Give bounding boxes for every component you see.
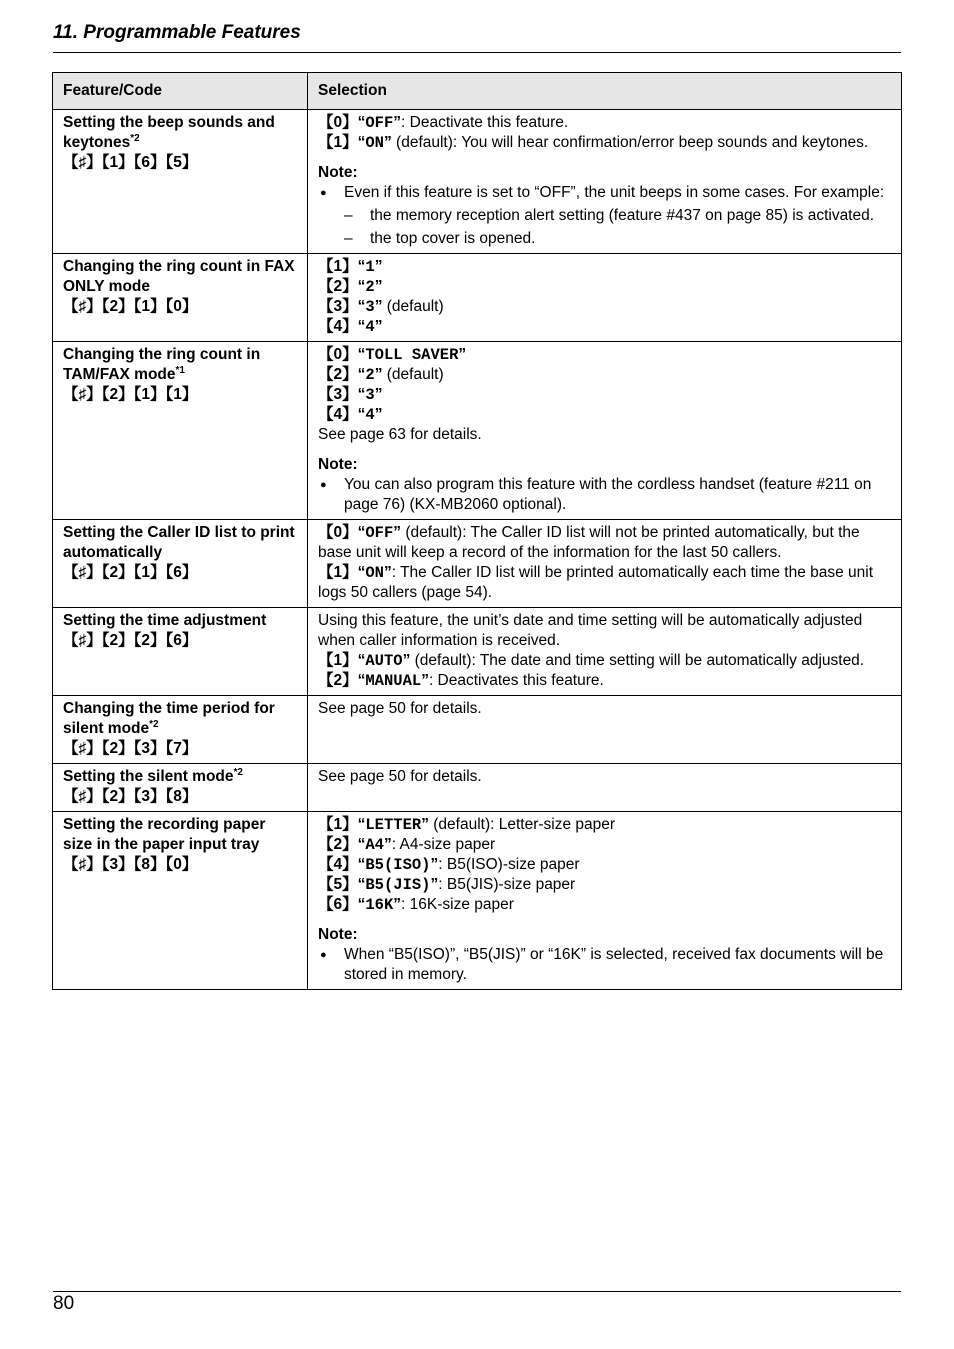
option-description: : 16K-size paper bbox=[401, 896, 514, 913]
option-line bbox=[318, 317, 891, 337]
selection-cell bbox=[308, 696, 902, 764]
option-line bbox=[318, 651, 891, 671]
footer-divider bbox=[53, 1291, 901, 1292]
footnote-marker: *2 bbox=[130, 132, 140, 144]
dash-icon: – bbox=[344, 207, 353, 224]
feature-name: Changing the ring count in FAX ONLY mode bbox=[63, 258, 295, 295]
open-quote: “ bbox=[357, 836, 366, 853]
option-key: 【0】 bbox=[318, 346, 358, 363]
selection-cell bbox=[308, 254, 902, 342]
option-description: : B5(JIS)-size paper bbox=[438, 876, 576, 893]
dash-icon: – bbox=[344, 230, 353, 247]
option-line bbox=[318, 257, 891, 277]
close-quote: ” bbox=[383, 564, 392, 581]
open-quote: “ bbox=[357, 366, 366, 383]
open-quote: “ bbox=[357, 346, 366, 363]
option-key: 【3】 bbox=[318, 386, 358, 403]
feature-cell bbox=[53, 764, 308, 812]
option-value: B5(ISO) bbox=[365, 856, 431, 874]
option-line bbox=[318, 835, 891, 855]
option-value: 16K bbox=[365, 896, 394, 914]
note-sub-item bbox=[318, 206, 891, 226]
note-sub-text: the memory reception alert setting (feature #437 on page 85) is activated. bbox=[370, 207, 875, 224]
open-quote: “ bbox=[357, 258, 366, 275]
close-quote: ” bbox=[374, 278, 383, 295]
option-key: 【2】 bbox=[318, 836, 358, 853]
open-quote: “ bbox=[357, 524, 366, 541]
open-quote: “ bbox=[357, 896, 366, 913]
close-quote: ” bbox=[421, 816, 429, 833]
option-key: 【1】 bbox=[318, 134, 358, 151]
option-value: 2 bbox=[365, 278, 375, 296]
selection-cell bbox=[308, 342, 902, 520]
close-quote: ” bbox=[393, 896, 402, 913]
feature-code: 【♯】【2】【3】【7】 bbox=[63, 740, 198, 757]
close-quote: ” bbox=[374, 386, 383, 403]
note-bullet-text: You can also program this feature with the cordless handset (feature #211 on page 76) (KX-MB2060 optional). bbox=[344, 476, 872, 513]
option-value: 3 bbox=[365, 386, 375, 404]
option-description: : Deactivates this feature. bbox=[428, 672, 604, 689]
close-quote: ” bbox=[430, 856, 439, 873]
close-quote: ” bbox=[383, 836, 392, 853]
feature-name: Setting the recording paper size in the paper input tray bbox=[63, 816, 266, 853]
close-quote: ” bbox=[458, 346, 467, 363]
footnote-marker: *2 bbox=[233, 766, 243, 778]
close-quote: ” bbox=[374, 406, 383, 423]
table-row bbox=[53, 520, 902, 608]
table-row bbox=[53, 608, 902, 696]
close-quote: ” bbox=[374, 258, 383, 275]
feature-cell bbox=[53, 520, 308, 608]
option-description: : B5(ISO)-size paper bbox=[438, 856, 580, 873]
option-description: (default): Letter-size paper bbox=[428, 816, 616, 833]
close-quote: ” bbox=[374, 298, 383, 315]
note-heading: Note: bbox=[318, 456, 358, 473]
feature-code: 【♯】【2】【1】【0】 bbox=[63, 298, 198, 315]
page-number: 80 bbox=[53, 1293, 75, 1314]
feature-cell bbox=[53, 110, 308, 254]
table-header-row bbox=[53, 73, 902, 110]
option-value: A4 bbox=[365, 836, 384, 854]
option-line bbox=[318, 365, 891, 385]
feature-code: 【♯】【1】【6】【5】 bbox=[63, 154, 198, 171]
table-row bbox=[53, 696, 902, 764]
bullet-icon: ● bbox=[320, 949, 327, 961]
option-value: LETTER bbox=[365, 816, 422, 834]
option-line bbox=[318, 895, 891, 915]
option-description: (default): The Caller ID list will not be printed automatically, but the base unit will keep a record of the information for the last 50 callers. bbox=[318, 524, 860, 561]
note-bullet-item bbox=[318, 945, 891, 985]
intro-text: Using this feature, the unit’s date and time setting will be automatically adjusted when caller information is received. bbox=[318, 612, 863, 649]
bullet-icon: ● bbox=[320, 187, 327, 199]
open-quote: “ bbox=[357, 298, 366, 315]
option-description: (default): You will hear confirmation/error beep sounds and keytones. bbox=[391, 134, 869, 151]
option-description: (default) bbox=[382, 366, 444, 383]
feature-code: 【♯】【3】【8】【0】 bbox=[63, 856, 198, 873]
table-row bbox=[53, 812, 902, 990]
note-heading: Note: bbox=[318, 926, 358, 943]
option-key: 【1】 bbox=[318, 258, 358, 275]
option-value: 2 bbox=[365, 366, 375, 384]
feature-name: Setting the silent mode bbox=[63, 768, 234, 785]
option-value: TOLL SAVER bbox=[365, 346, 459, 364]
option-line bbox=[318, 133, 891, 153]
option-description: : Deactivate this feature. bbox=[401, 114, 569, 131]
see-page-text: See page 50 for details. bbox=[318, 768, 482, 785]
open-quote: “ bbox=[357, 652, 366, 669]
note-bullet-item bbox=[318, 475, 891, 515]
option-key: 【2】 bbox=[318, 278, 358, 295]
option-value: MANUAL bbox=[365, 672, 422, 690]
option-description: (default): The date and time setting will be automatically adjusted. bbox=[410, 652, 865, 669]
option-key: 【0】 bbox=[318, 114, 358, 131]
feature-name: Setting the Caller ID list to print automatically bbox=[63, 524, 295, 561]
close-quote: ” bbox=[393, 524, 402, 541]
option-line bbox=[318, 345, 891, 365]
option-line bbox=[318, 671, 891, 691]
selection-cell bbox=[308, 764, 902, 812]
note-bullet-text: Even if this feature is set to “OFF”, the unit beeps in some cases. For example: bbox=[344, 184, 885, 201]
see-page-text: See page 63 for details. bbox=[318, 426, 482, 443]
open-quote: “ bbox=[357, 318, 366, 335]
feature-cell bbox=[53, 608, 308, 696]
option-key: 【4】 bbox=[318, 318, 358, 335]
selection-cell bbox=[308, 608, 902, 696]
feature-table bbox=[52, 72, 902, 990]
selection-cell bbox=[308, 110, 902, 254]
close-quote: ” bbox=[383, 134, 392, 151]
note-sub-text: the top cover is opened. bbox=[370, 230, 536, 247]
open-quote: “ bbox=[357, 386, 366, 403]
option-line bbox=[318, 855, 891, 875]
close-quote: ” bbox=[421, 672, 429, 689]
feature-name: Changing the ring count in TAM/FAX mode bbox=[63, 346, 261, 383]
option-value: OFF bbox=[365, 524, 394, 542]
open-quote: “ bbox=[357, 564, 366, 581]
footnote-marker: *2 bbox=[149, 718, 159, 730]
open-quote: “ bbox=[357, 278, 366, 295]
feature-cell bbox=[53, 812, 308, 990]
option-line bbox=[318, 563, 891, 603]
feature-code: 【♯】【2】【1】【1】 bbox=[63, 386, 198, 403]
option-key: 【4】 bbox=[318, 856, 358, 873]
table-row bbox=[53, 254, 902, 342]
footnote-marker: *1 bbox=[175, 364, 185, 376]
option-description: : The Caller ID list will be printed automatically each time the base unit logs 50 callers (page 54). bbox=[318, 564, 874, 601]
option-key: 【1】 bbox=[318, 816, 358, 833]
table-body bbox=[53, 110, 902, 990]
close-quote: ” bbox=[430, 876, 439, 893]
option-value: 3 bbox=[365, 298, 375, 316]
close-quote: ” bbox=[402, 652, 411, 669]
close-quote: ” bbox=[374, 366, 383, 383]
option-key: 【1】 bbox=[318, 652, 358, 669]
option-key: 【5】 bbox=[318, 876, 358, 893]
feature-code: 【♯】【2】【2】【6】 bbox=[63, 632, 198, 649]
open-quote: “ bbox=[357, 406, 366, 423]
option-description: (default) bbox=[382, 298, 444, 315]
close-quote: ” bbox=[374, 318, 383, 335]
note-bullet-text: When “B5(ISO)”, “B5(JIS)” or “16K” is selected, received fax documents will be stored in memory. bbox=[344, 946, 884, 983]
open-quote: “ bbox=[357, 134, 366, 151]
option-key: 【4】 bbox=[318, 406, 358, 423]
table-row bbox=[53, 110, 902, 254]
feature-code: 【♯】【2】【3】【8】 bbox=[63, 788, 198, 805]
note-heading: Note: bbox=[318, 164, 358, 181]
note-bullet-item bbox=[318, 183, 891, 203]
option-value: 1 bbox=[365, 258, 375, 276]
option-line bbox=[318, 405, 891, 425]
feature-name: Changing the time period for silent mode bbox=[63, 700, 275, 737]
option-key: 【3】 bbox=[318, 298, 358, 315]
option-key: 【0】 bbox=[318, 524, 358, 541]
option-key: 【1】 bbox=[318, 564, 358, 581]
selection-cell bbox=[308, 812, 902, 990]
bullet-icon: ● bbox=[320, 479, 327, 491]
option-line bbox=[318, 297, 891, 317]
open-quote: “ bbox=[357, 672, 366, 689]
open-quote: “ bbox=[357, 816, 366, 833]
close-quote: ” bbox=[393, 114, 402, 131]
feature-cell bbox=[53, 342, 308, 520]
column-header-feature: Feature/Code bbox=[53, 73, 308, 110]
feature-cell bbox=[53, 696, 308, 764]
option-key: 【2】 bbox=[318, 366, 358, 383]
feature-name: Setting the beep sounds and keytones bbox=[63, 114, 275, 151]
feature-cell bbox=[53, 254, 308, 342]
table-row bbox=[53, 764, 902, 812]
option-key: 【6】 bbox=[318, 896, 358, 913]
open-quote: “ bbox=[357, 876, 366, 893]
open-quote: “ bbox=[357, 114, 366, 131]
option-description: : A4-size paper bbox=[391, 836, 496, 853]
option-line bbox=[318, 815, 891, 835]
option-value: OFF bbox=[365, 114, 394, 132]
option-value: 4 bbox=[365, 406, 375, 424]
option-value: 4 bbox=[365, 318, 375, 336]
option-line bbox=[318, 875, 891, 895]
option-value: ON bbox=[365, 134, 384, 152]
table-row bbox=[53, 342, 902, 520]
section-title: 11. Programmable Features bbox=[53, 22, 301, 43]
selection-cell bbox=[308, 520, 902, 608]
feature-name: Setting the time adjustment bbox=[63, 612, 267, 629]
option-value: B5(JIS) bbox=[365, 876, 431, 894]
open-quote: “ bbox=[357, 856, 366, 873]
option-value: ON bbox=[365, 564, 384, 582]
note-sub-item bbox=[318, 229, 891, 249]
option-line bbox=[318, 385, 891, 405]
column-header-selection: Selection bbox=[308, 73, 902, 110]
see-page-text: See page 50 for details. bbox=[318, 700, 482, 717]
option-line bbox=[318, 523, 891, 563]
option-line bbox=[318, 277, 891, 297]
option-line bbox=[318, 113, 891, 133]
option-key: 【2】 bbox=[318, 672, 358, 689]
header-divider bbox=[53, 52, 901, 53]
feature-code: 【♯】【2】【1】【6】 bbox=[63, 564, 198, 581]
option-value: AUTO bbox=[365, 652, 403, 670]
